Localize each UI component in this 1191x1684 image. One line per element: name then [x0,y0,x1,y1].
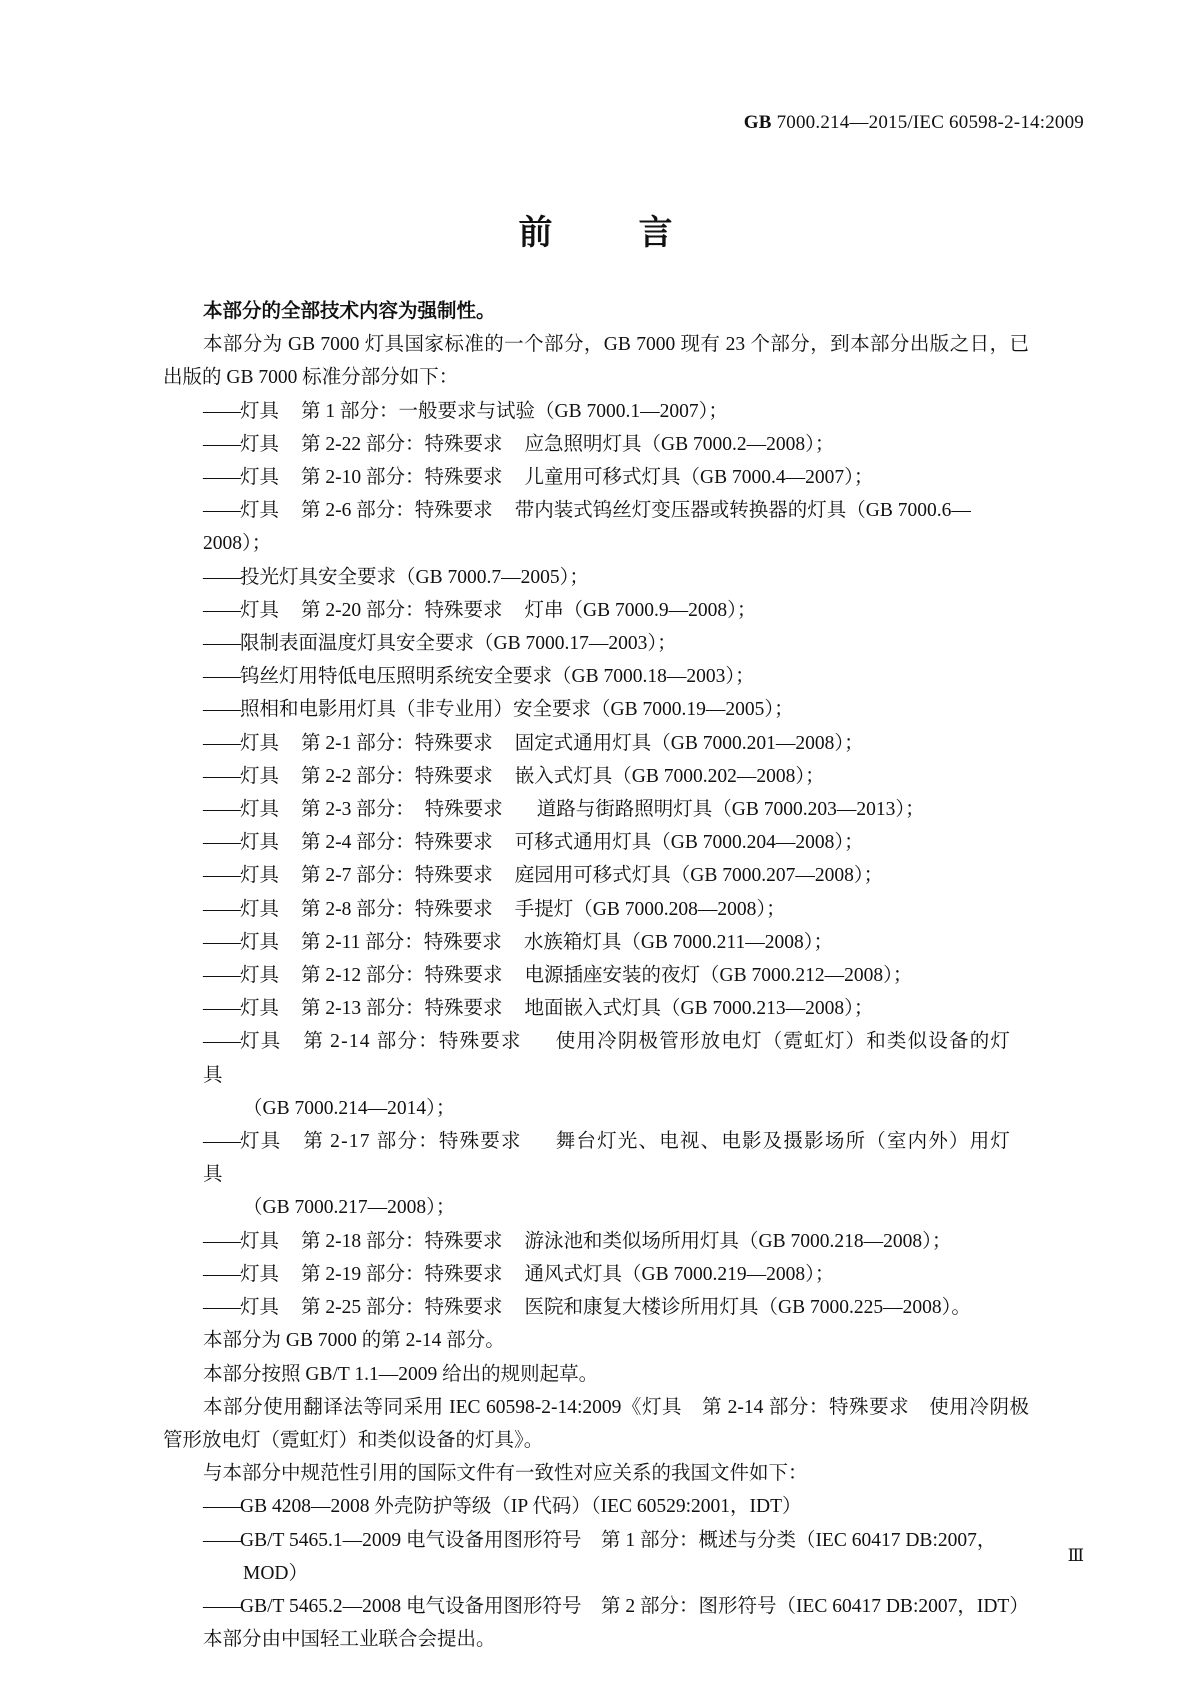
list-item-sub: 使用冷阴极管形放电灯（霓虹灯）和类似设备的灯具 [203,1031,1012,1086]
list-item-part: 第 2-14 部分： [303,1031,439,1053]
list-item-ref: （GB 7000.204—2008）； [651,832,864,854]
list-item-kind: 特殊要求 [423,931,502,953]
list-dash: —— [203,633,240,655]
list-item [163,959,1029,992]
mandatory-note: 本部分的全部技术内容为强制性。 [203,301,496,322]
list-item-ref: （GB 7000.19—2005）； [591,699,794,721]
list-item-sub: 医院和康复大楼诊所用灯具 [524,1297,759,1319]
list-item-name: 灯具 [240,433,280,455]
list-item-kind: 特殊要求 [414,832,493,854]
list-item-part: 第 2-12 部分： [301,965,425,987]
list-item-name: 灯具 [240,1297,280,1319]
list-dash: —— [203,1031,240,1053]
list-item-part: 第 2-6 部分： [301,500,415,522]
list-dash: —— [203,799,240,821]
list-item-kind: 特殊要求 [438,1031,522,1053]
list-item-ref: （GB 7000.4—2007）； [680,467,874,489]
list-item [163,1125,1029,1191]
list-item-sub: 应急照明灯具 [524,433,642,455]
header-standard-prefix: GB [743,112,772,133]
list-item-sub: 通风式灯具 [524,1263,623,1285]
list-item-part: 第 2-25 部分： [301,1297,425,1319]
list-item [163,1590,1029,1623]
list-item-ref: （GB 7000.201—2008）； [651,732,864,754]
list-item-sub: 儿童用可移式灯具 [524,467,681,489]
list-item-ref: （GB 7000.219—2008）； [622,1263,835,1285]
list-dash: —— [203,1496,240,1518]
list-item-part: 第 2-8 部分： [301,898,415,920]
list-item-name: 灯具 [240,599,280,621]
page-title: 前 言 [518,213,699,253]
page-header [744,112,1084,134]
list-dash: —— [203,865,240,887]
list-item-name: 灯具 [240,400,280,422]
list-item-part: 第 2-17 部分： [303,1131,439,1153]
list-item-ref: （GB 7000.7—2005）； [396,566,589,588]
list-item-sub: 庭园用可移式灯具 [514,865,671,887]
list-dash: —— [203,1595,240,1617]
list-item-name: 灯具 [240,965,280,987]
intro-paragraph: 本部分为 GB 7000 灯具国家标准的一个部分，GB 7000 现有 23 个部分，到本部分出版之日，已出版的 GB 7000 标准分部分如下： [163,334,1029,389]
list-item-name: 灯具 [240,998,280,1020]
list-item [163,461,1029,494]
list-item-sub: 电源插座安装的夜灯 [524,965,701,987]
list-dash: —— [203,732,240,754]
list-item-name: 灯具 [240,1031,282,1053]
list-item-name: 灯具 [240,500,280,522]
list-item-part: 第 2-13 部分： [301,998,425,1020]
list-item-sub: 地面嵌入式灯具 [524,998,662,1020]
ref-doc-text: GB/T 5465.1—2009 电气设备用图形符号 第 1 部分：概述与分类（IEC 60417 DB:2007， [240,1529,997,1551]
list-item [163,494,1029,560]
list-item-ref: （GB 7000.17—2003）； [474,633,677,655]
list-item-sub: 手提灯 [514,898,574,920]
list-item [163,1025,1029,1091]
list-dash: —— [203,566,240,588]
ref-doc-continuation: MOD） [243,1562,309,1584]
list-item-part: 第 2-22 部分： [301,433,425,455]
list-item-part: 第 2-10 部分： [301,467,425,489]
list-item-ref: （GB 7000.6—2008）； [203,500,971,555]
list-dash: —— [203,1529,240,1551]
list-item [163,1291,1029,1324]
list-item-kind: 特殊要求 [424,1297,503,1319]
ref-doc-text: GB/T 5465.2—2008 电气设备用图形符号 第 2 部分：图形符号（IEC 60417 DB:2007，IDT） [240,1595,1029,1617]
list-item-name: 灯具 [240,898,280,920]
list-item-part: 第 1 部分： [301,400,399,422]
list-dash: —— [203,500,240,522]
list-item-sub: 带内装式钨丝灯变压器或转换器的灯具 [514,500,847,522]
list-item [163,561,1029,594]
list-item [163,760,1029,793]
list-item-part: 第 2-1 部分： [301,732,415,754]
list-dash: —— [203,832,240,854]
list-item-kind: 特殊要求 [414,732,493,754]
list-item [163,793,1029,826]
list-item-ref: （GB 7000.212—2008）； [700,965,913,987]
paragraph-reference-documents: 与本部分中规范性引用的国际文件有一致性对应关系的我国文件如下： [203,1463,808,1485]
list-dash: —— [203,998,240,1020]
list-item-name: 照相和电影用灯具（非专业用）安全要求 [240,699,592,721]
list-dash: —— [203,666,240,688]
list-item [163,826,1029,859]
ref-doc-text: GB 4208—2008 外壳防护等级（IP 代码）（IEC 60529:2001，IDT） [240,1496,802,1518]
list-item [163,660,1029,693]
list-item-kind: 一般要求与试验 [398,400,536,422]
list-item-sub: 道路与街路照明灯具 [536,799,713,821]
list-item-sub: 水族箱灯具 [523,931,622,953]
parts-list [163,395,1029,1325]
list-item-kind: 特殊要求 [424,467,503,489]
list-item-ref: （GB 7000.208—2008）； [573,898,786,920]
list-dash: —— [203,1230,240,1252]
list-item-ref: （GB 7000.9—2008）； [563,599,757,621]
list-item [163,926,1029,959]
list-item-kind: 特殊要求 [424,433,503,455]
list-item-name: 灯具 [240,931,280,953]
list-item-kind: 特殊要求 [414,865,493,887]
list-item [163,893,1029,926]
list-item-name: 灯具 [240,732,280,754]
list-item [163,992,1029,1025]
list-item-kind: 特殊要求 [438,1131,522,1153]
list-item-ref: （GB 7000.213—2008）； [661,998,874,1020]
list-dash: —— [203,400,240,422]
list-dash: —— [203,467,240,489]
list-item-name: 灯具 [240,1263,280,1285]
list-item-part: 第 2-11 部分： [301,931,424,953]
list-dash: —— [203,765,240,787]
list-dash: —— [203,1297,240,1319]
paragraph-translation: 本部分使用翻译法等同采用 IEC 60598-2-14:2009《灯具 第 2-14 部分：特殊要求 使用冷阴极管形放电灯（霓虹灯）和类似设备的灯具》。 [163,1396,1029,1451]
list-item-ref: （GB 7000.1—2007）； [535,400,728,422]
list-item-name: 灯具 [240,799,280,821]
list-item-ref: （GB 7000.211—2008）； [621,931,833,953]
list-item-ref: （GB 7000.225—2008）。 [758,1297,971,1319]
list-dash: —— [203,699,240,721]
list-item-name: 灯具 [240,865,280,887]
list-item [163,428,1029,461]
list-item [163,693,1029,726]
list-item-ref: （GB 7000.207—2008）； [670,865,884,887]
list-item-sub: 固定式通用灯具 [514,732,652,754]
list-item-continuation: （GB 7000.214—2014）； [243,1097,456,1119]
list-dash: —— [203,965,240,987]
list-item [163,1225,1029,1258]
list-item [163,1490,1029,1523]
list-item-kind: 特殊要求 [424,1230,503,1252]
list-item [163,1524,1029,1557]
list-item [163,627,1029,660]
list-item [163,859,1029,892]
list-item [163,727,1029,760]
list-item [163,1258,1029,1291]
list-item-kind: 特殊要求 [424,965,503,987]
list-dash: —— [203,898,240,920]
list-dash: —— [203,599,240,621]
list-item-name: 钨丝灯用特低电压照明系统安全要求 [240,666,553,688]
list-item-name: 灯具 [240,1230,280,1252]
list-item-kind: 特殊要求 [424,998,503,1020]
reference-documents-list [163,1490,1029,1623]
list-item-name: 灯具 [240,832,280,854]
list-item-kind: 特殊要求 [424,599,503,621]
paragraph-part-number: 本部分为 GB 7000 的第 2-14 部分。 [203,1330,505,1352]
list-item-kind: 特殊要求 [424,1263,503,1285]
list-item-part: 第 2-19 部分： [301,1263,425,1285]
page-number: Ⅲ [1067,1546,1084,1565]
list-item-sub: 嵌入式灯具 [514,765,613,787]
list-dash: —— [203,433,240,455]
list-dash: —— [203,1263,240,1285]
list-dash: —— [203,1131,240,1153]
list-item [163,594,1029,627]
list-item-sub: 可移式通用灯具 [514,832,652,854]
list-item-part: 第 2-7 部分： [301,865,415,887]
list-item-ref: （GB 7000.202—2008）； [612,765,825,787]
list-item-ref: （GB 7000.203—2013）； [712,799,925,821]
list-item-name: 投光灯具安全要求 [240,566,397,588]
paragraph-proposing-body: 本部分由中国轻工业联合会提出。 [203,1629,496,1651]
list-item [163,395,1029,428]
paragraph-drafting-rules: 本部分按照 GB/T 1.1—2009 给出的规则起草。 [203,1363,599,1385]
list-item-sub: 舞台灯光、电视、电影及摄影场所（室内外）用灯具 [203,1131,1012,1186]
list-item-part: 第 2-18 部分： [301,1230,425,1252]
list-item-ref: （GB 7000.18—2003）； [552,666,755,688]
document-body [163,295,1029,1656]
list-item-kind: 特殊要求 [424,799,503,821]
list-item-part: 第 2-4 部分： [301,832,415,854]
list-item-name: 限制表面温度灯具安全要求 [240,633,475,655]
list-item-part: 第 2-2 部分： [301,765,415,787]
header-standard-number: 7000.214—2015/IEC 60598-2-14:2009 [771,112,1084,133]
list-item-name: 灯具 [240,1131,282,1153]
list-item-name: 灯具 [240,467,280,489]
list-item-ref: （GB 7000.2—2008）； [641,433,835,455]
list-item-part: 第 2-3 部分： [301,799,415,821]
list-item-kind: 特殊要求 [414,500,493,522]
list-item-kind: 特殊要求 [414,765,493,787]
list-item-name: 灯具 [240,765,280,787]
list-item-part: 第 2-20 部分： [301,599,425,621]
list-dash: —— [203,931,240,953]
list-item-continuation: （GB 7000.217—2008）； [243,1197,456,1219]
list-item-sub: 灯串 [524,599,564,621]
list-item-sub: 游泳池和类似场所用灯具 [524,1230,740,1252]
list-item-kind: 特殊要求 [414,898,493,920]
list-item-ref: （GB 7000.218—2008）； [739,1230,952,1252]
